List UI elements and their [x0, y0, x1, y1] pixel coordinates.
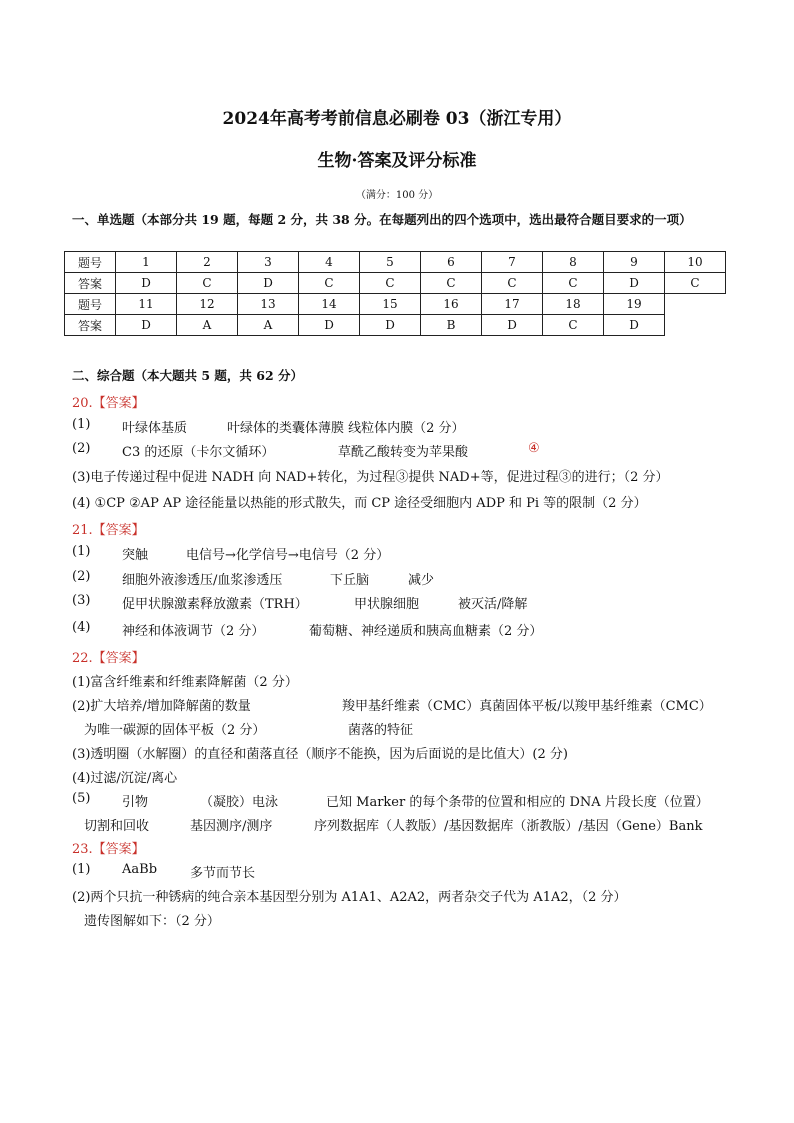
- row-label: 答案: [65, 273, 116, 294]
- answer-cell: C: [665, 273, 726, 294]
- answer-cell: C: [543, 315, 604, 336]
- question-number: 15: [360, 294, 421, 315]
- empty-cell: [665, 294, 726, 315]
- answer-text: 叶绿体的类囊体薄膜 线粒体内膜（2 分）: [227, 421, 465, 436]
- q21-line-3: [72, 593, 528, 612]
- answer-text: 电信号→化学信号→电信号（2 分）: [186, 548, 390, 563]
- question-number: 6: [421, 252, 482, 273]
- item-number: (2): [72, 569, 91, 584]
- q21-line-4: [72, 620, 543, 639]
- answer-text: 基因测序/测序: [190, 819, 273, 834]
- answer-cell: D: [299, 315, 360, 336]
- question-number: 19: [604, 294, 665, 315]
- document-subtitle: 生物·答案及评分标准: [317, 151, 477, 171]
- row-label: 题号: [65, 252, 116, 273]
- q22-line-5: [72, 791, 709, 810]
- answer-text: 多节而节长: [190, 866, 256, 881]
- question-number: 11: [116, 294, 177, 315]
- q20-heading: 20.【答案】: [72, 396, 145, 411]
- item-number: (1): [72, 862, 91, 877]
- q23-line-1: [72, 862, 256, 881]
- q20-line-4: (4) ①CP ②AP AP 途径能量以热能的形式散失，而 CP 途径受细胞内 ADP 和 Pi 等的限制（2 分）: [72, 496, 647, 511]
- answer-text: 下丘脑: [330, 573, 370, 588]
- empty-cell: [665, 315, 726, 336]
- question-number: 18: [543, 294, 604, 315]
- answer-text: 序列数据库（人教版）/基因数据库（浙教版）/基因（Gene）Bank: [314, 819, 703, 834]
- answer-cell: C: [360, 273, 421, 294]
- answer-text: 已知 Marker 的每个条带的位置和相应的 DNA 片段长度（位置）: [326, 795, 709, 810]
- q20-line-1: [72, 417, 465, 436]
- answer-text: 神经和体液调节（2 分）: [122, 624, 265, 639]
- q22-line-2-cont: [84, 719, 414, 738]
- q22-line-4: (4)过滤/沉淀/离心: [72, 771, 178, 786]
- question-number: 8: [543, 252, 604, 273]
- answer-cell: A: [177, 315, 238, 336]
- question-number: 2: [177, 252, 238, 273]
- answer-text: 细胞外液渗透压/血浆渗透压: [122, 573, 283, 588]
- row-label: 题号: [65, 294, 116, 315]
- q22-line-2: [72, 695, 712, 714]
- section1-title: 一、单选题（本部分共 19 题，每题 2 分，共 38 分。在每题列出的四个选项中，选出最符合题目要求的一项）: [72, 212, 692, 227]
- answer-text: 葡萄糖、神经递质和胰高血糖素（2 分）: [309, 624, 543, 639]
- answer-cell: C: [177, 273, 238, 294]
- answer-text: 引物: [122, 795, 149, 810]
- item-number: (5): [72, 791, 91, 806]
- answer-text: 突触: [122, 548, 149, 563]
- answer-cell: C: [421, 273, 482, 294]
- answer-text: (2)扩大培养/增加降解菌的数量: [72, 699, 251, 714]
- question-number: 7: [482, 252, 543, 273]
- answer-cell: C: [482, 273, 543, 294]
- answer-text: C3 的还原（卡尔文循环）: [122, 445, 275, 460]
- answer-cell: D: [360, 315, 421, 336]
- answer-text: 羧甲基纤维素（CMC）真菌固体平板/以羧甲基纤维素（CMC）: [342, 699, 712, 714]
- answer-cell: D: [604, 315, 665, 336]
- answer-cell: B: [421, 315, 482, 336]
- answer-cell: D: [238, 273, 299, 294]
- answer-cell: D: [604, 273, 665, 294]
- item-number: (4): [72, 620, 91, 635]
- question-number: 12: [177, 294, 238, 315]
- q22-line-6: [84, 815, 703, 834]
- table-row: [65, 252, 726, 273]
- item-number: (3): [72, 593, 91, 608]
- question-number: 9: [604, 252, 665, 273]
- table-row: [65, 294, 726, 315]
- question-number: 17: [482, 294, 543, 315]
- q21-line-1: [72, 544, 390, 563]
- question-number: 10: [665, 252, 726, 273]
- question-number: 14: [299, 294, 360, 315]
- q23-line-3: 遗传图解如下：（2 分）: [84, 914, 220, 929]
- answer-text: 草酰乙酸转变为苹果酸: [338, 445, 469, 460]
- answer-text: 切割和回收: [84, 819, 150, 834]
- q20-line-2: [72, 441, 540, 460]
- answer-cell: C: [543, 273, 604, 294]
- answer-cell: C: [299, 273, 360, 294]
- question-number: 5: [360, 252, 421, 273]
- q22-line-3: (3)透明圈（水解圈）的直径和菌落直径（顺序不能换，因为后面说的是比值大）(2 分): [72, 747, 568, 762]
- section2-title: 二、综合题（本大题共 5 题，共 62 分）: [72, 368, 304, 383]
- q21-heading: 21.【答案】: [72, 523, 145, 538]
- answer-text: 减少: [408, 573, 435, 588]
- question-number: 1: [116, 252, 177, 273]
- answer-text: ④: [528, 441, 540, 456]
- answer-text: 菌落的特征: [348, 723, 414, 738]
- q23-line-2: (2)两个只抗一种锈病的纯合亲本基因型分别为 A1A1、A2A2，两者杂交子代为 A1A2，（2 分）: [72, 890, 627, 905]
- answer-text: 促甲状腺激素释放激素（TRH）: [122, 597, 308, 612]
- item-number: (1): [72, 417, 91, 432]
- answer-text: （凝胶）电泳: [200, 795, 279, 810]
- answer-text: AaBb: [122, 862, 158, 877]
- q20-line-3: (3)电子传递过程中促进 NADH 向 NAD+转化，为过程③提供 NAD+等，促进过程③的进行；（2 分）: [72, 470, 669, 485]
- q23-heading: 23.【答案】: [72, 842, 145, 857]
- row-label: 答案: [65, 315, 116, 336]
- answer-table: [64, 251, 726, 336]
- table-row: [65, 315, 726, 336]
- item-number: (1): [72, 544, 91, 559]
- q21-line-2: [72, 569, 435, 588]
- q22-line-1: (1)富含纤维素和纤维素降解菌（2 分）: [72, 675, 298, 690]
- answer-text: 叶绿体基质: [122, 421, 188, 436]
- question-number: 13: [238, 294, 299, 315]
- item-number: (2): [72, 441, 91, 456]
- score-note: （满分：100 分）: [355, 190, 439, 201]
- answer-text: 为唯一碳源的固体平板（2 分）: [84, 723, 266, 738]
- question-number: 16: [421, 294, 482, 315]
- answer-cell: D: [116, 315, 177, 336]
- question-number: 3: [238, 252, 299, 273]
- answer-text: 甲状腺细胞: [354, 597, 420, 612]
- document-title: 2024年高考考前信息必刷卷 03（浙江专用）: [222, 109, 572, 129]
- answer-cell: A: [238, 315, 299, 336]
- table-row: [65, 273, 726, 294]
- q22-heading: 22.【答案】: [72, 651, 145, 666]
- answer-cell: D: [482, 315, 543, 336]
- question-number: 4: [299, 252, 360, 273]
- answer-cell: D: [116, 273, 177, 294]
- answer-text: 被灭活/降解: [458, 597, 528, 612]
